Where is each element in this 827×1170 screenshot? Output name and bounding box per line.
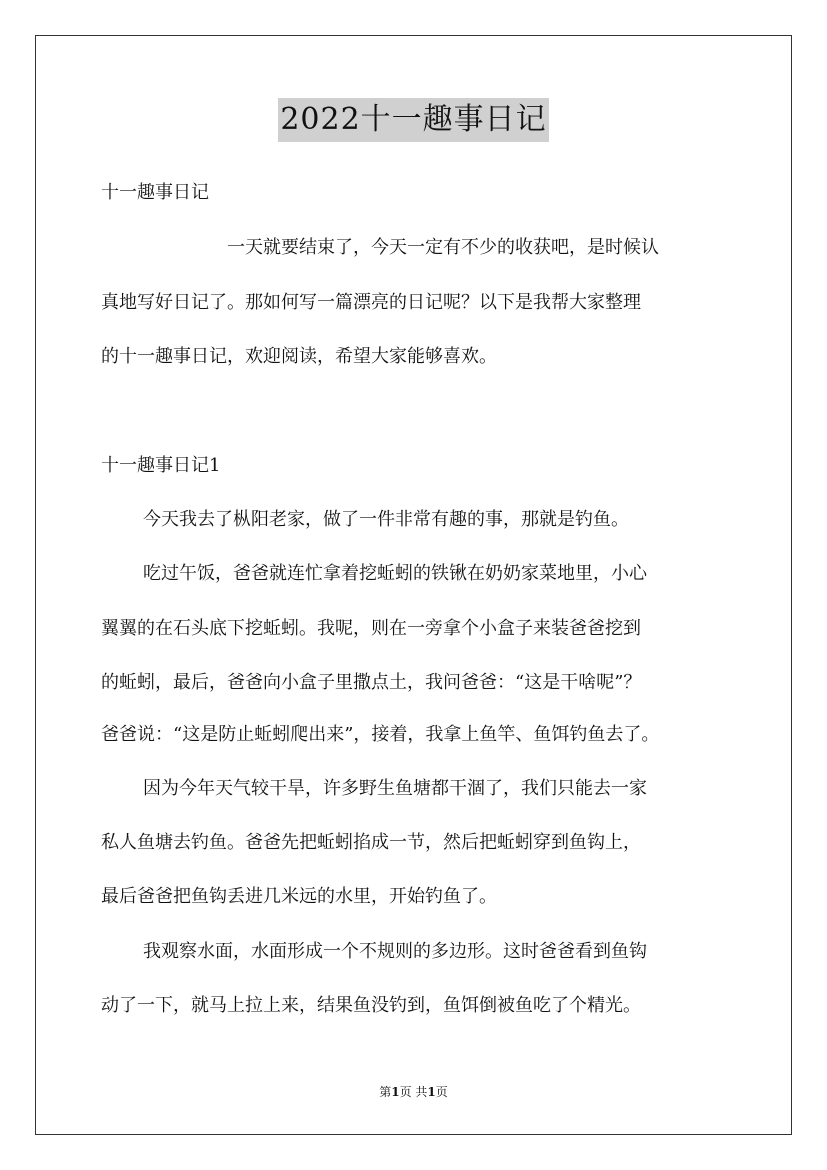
paragraph-line: 的蚯蚓，最后，爸爸向小盒子里撒点土，我问爸爸：“这是干啥呢”？ (101, 672, 642, 693)
paragraph-line: 今天我去了枞阳老家，做了一件非常有趣的事，那就是钓鱼。 (143, 509, 629, 530)
paragraph-line: 翼翼的在石头底下挖蚯蚓。我呢，则在一旁拿个小盒子来装爸爸挖到 (101, 618, 641, 639)
document-title: 2022十一趣事日记 (278, 98, 548, 142)
footer-prefix: 第 (379, 1085, 392, 1099)
paragraph-line: 吃过午饭，爸爸就连忙拿着挖蚯蚓的铁锹在奶奶家菜地里，小心 (143, 563, 647, 584)
footer-page-number: 1 (391, 1085, 400, 1099)
section-heading: 十一趣事日记 (101, 182, 209, 203)
paragraph-line: 私人鱼塘去钓鱼。爸爸先把蚯蚓掐成一节，然后把蚯蚓穿到鱼钩上， (101, 832, 641, 853)
paragraph-line: 真地写好日记了。那如何写一篇漂亮的日记呢？以下是我帮大家整理 (101, 292, 641, 313)
paragraph-line: 因为今年天气较干旱，许多野生鱼塘都干涸了，我们只能去一家 (143, 778, 647, 799)
footer-page-total: 1 (427, 1085, 436, 1099)
paragraph-line: 一天就要结束了，今天一定有不少的收获吧，是时候认 (227, 237, 659, 258)
page-footer (0, 1084, 827, 1100)
section-heading: 十一趣事日记1 (101, 455, 221, 476)
paragraph-line: 爸爸说：“这是防止蚯蚓爬出来”，接着，我拿上鱼竿、鱼饵钓鱼去了。 (101, 724, 660, 745)
paragraph-line: 我观察水面，水面形成一个不规则的多边形。这时爸爸看到鱼钩 (143, 941, 647, 962)
footer-mid: 页 共 (399, 1085, 428, 1099)
paragraph-line: 的十一趣事日记，欢迎阅读，希望大家能够喜欢。 (101, 346, 497, 367)
paragraph-line: 动了一下，就马上拉上来，结果鱼没钓到，鱼饵倒被鱼吃了个精光。 (101, 995, 641, 1016)
title-wrap (0, 98, 827, 142)
footer-suffix: 页 (435, 1085, 448, 1099)
paragraph-line: 最后爸爸把鱼钩丢进几米远的水里，开始钓鱼了。 (101, 886, 497, 907)
